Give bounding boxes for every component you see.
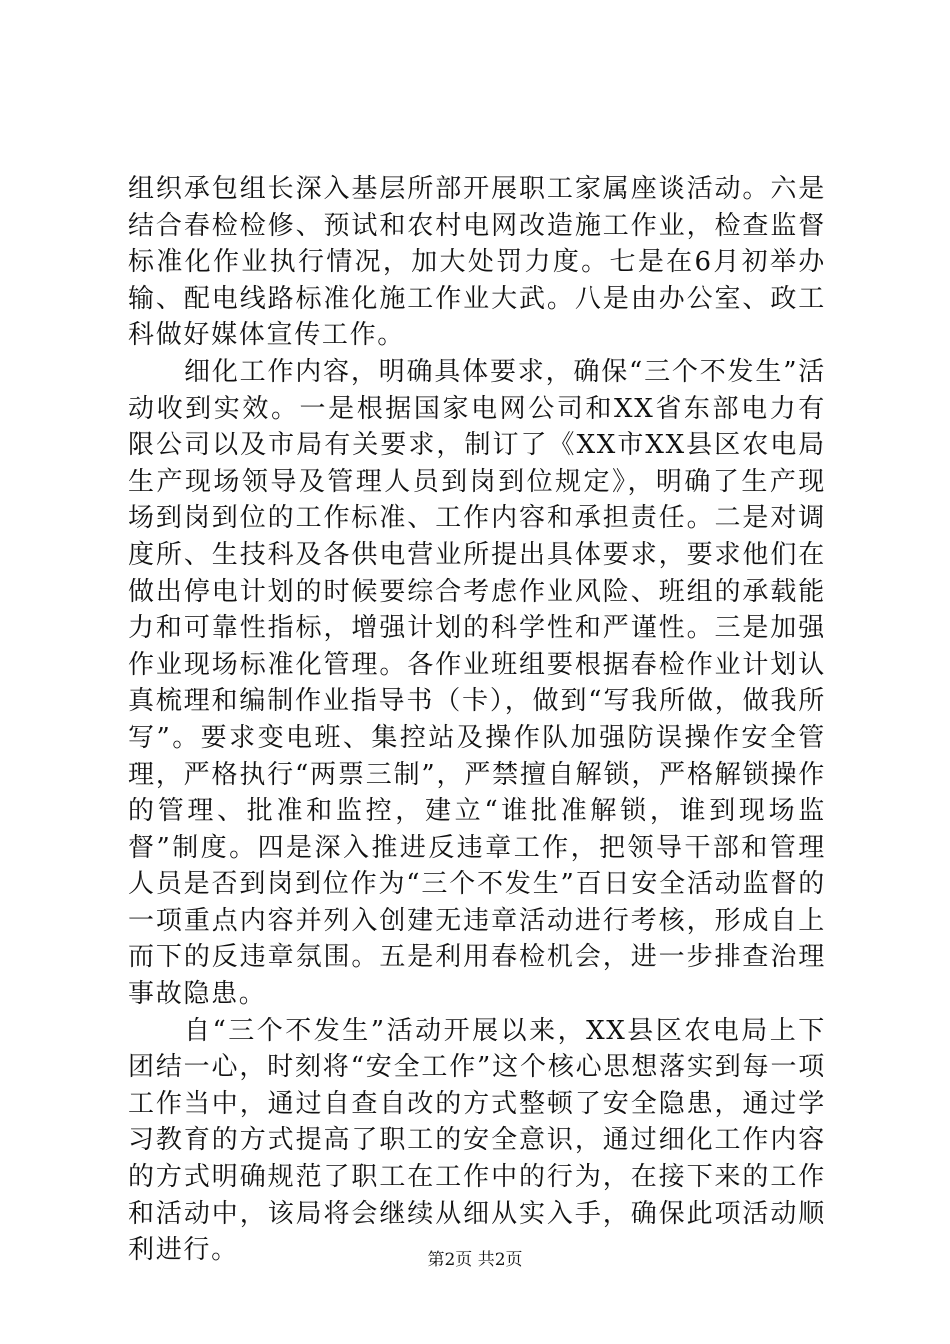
- paragraph-work-details: 细化工作内容，明确具体要求，确保“三个不发生”活动收到实效。一是根据国家电网公司和XX省东部电力有限公司以及市局有关要求，制订了《XX市XX县区农电局生产现场领导及管理人员到岗到位规定》，明确了生产现场到岗到位的工作标准、工作内容和承担责任。二是对调度所、生技科及各供电营业所提出具体要求，要求他们在做出停电计划的时候要综合考虑作业风险、班组的承载能力和可靠性指标，增强计划的科学性和严谨性。三是加强作业现场标准化管理。各作业班组要根据春检作业计划认真梳理和编制作业指导书（卡），做到“写我所做，做我所写”。要求变电班、集控站及操作队加强防误操作安全管理，严格执行“两票三制”，严禁擅自解锁，严格解锁操作的管理、批准和监控，建立“谁批准解锁，谁到现场监督”制度。四是深入推进反违章工作，把领导干部和管理人员是否到岗到位作为“三个不发生”百日安全活动监督的一项重点内容并列入创建无违章活动进行考核，形成自上而下的反违章氛围。五是利用春检机会，进一步排查治理事故隐患。: [128, 356, 826, 1010]
- page-number-footer: 第2页 共2页: [427, 1250, 523, 1270]
- document-body: [128, 171, 826, 1269]
- paragraph-summary: 自“三个不发生”活动开展以来，XX县区农电局上下团结一心，时刻将“安全工作”这个核心思想落实到每一项工作当中，通过自查自改的方式整顿了安全隐患，通过学习教育的方式提高了职工的安全意识，通过细化工作内容的方式明确规范了职工在工作中的行为，在接下来的工作和活动中，该局将会继续从细从实入手，确保此项活动顺利进行。: [128, 1015, 826, 1266]
- paragraph-continuation: 组织承包组长深入基层所部开展职工家属座谈活动。六是结合春检检修、预试和农村电网改造施工作业，检查监督标准化作业执行情况，加大处罚力度。七是在6月初举办输、配电线路标准化施工作业大武。八是由办公室、政工科做好媒体宣传工作。: [128, 174, 826, 351]
